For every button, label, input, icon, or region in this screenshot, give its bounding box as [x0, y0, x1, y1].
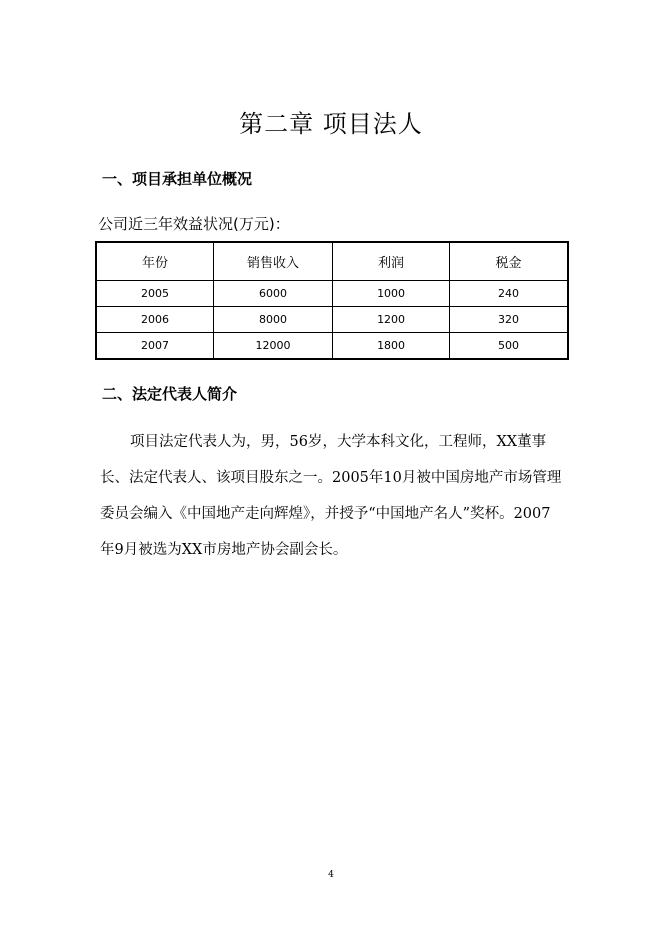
cell-profit: 1800 [333, 333, 450, 360]
cell-profit: 1000 [333, 281, 450, 307]
table-caption: 公司近三年效益状况(万元)： [98, 215, 290, 233]
header-profit: 利润 [333, 242, 450, 281]
cell-sales: 12000 [214, 333, 333, 360]
cell-year: 2006 [96, 307, 214, 333]
cell-tax: 240 [450, 281, 568, 307]
cell-year: 2005 [96, 281, 214, 307]
cell-year: 2007 [96, 333, 214, 360]
cell-profit: 1200 [333, 307, 450, 333]
table-row [96, 281, 568, 307]
page-number: 4 [328, 870, 334, 880]
section-heading-unit-overview: 一、项目承担单位概况 [102, 170, 253, 188]
page-title: 第二章 项目法人 [239, 110, 423, 138]
header-tax: 税金 [450, 242, 568, 281]
cell-sales: 8000 [214, 307, 333, 333]
header-sales: 销售收入 [214, 242, 333, 281]
cell-tax: 320 [450, 307, 568, 333]
table-header-row [96, 242, 568, 281]
section-heading-legal-representative: 二、法定代表人简介 [102, 385, 238, 403]
table-row [96, 333, 568, 360]
header-year: 年份 [96, 242, 214, 281]
cell-sales: 6000 [214, 281, 333, 307]
benefit-table [95, 241, 569, 360]
table-row [96, 307, 568, 333]
legal-representative-paragraph: 项目法定代表人为，男，56岁，大学本科文化，工程师，XX董事长、法定代表人、该项目股东之一。2005年10月被中国房地产市场管理委员会编入《中国地产走向辉煌》，并授予“中国地产名人”奖杯。2007年9月被选为XX市房地产协会副会长。 [100, 434, 562, 558]
cell-tax: 500 [450, 333, 568, 360]
